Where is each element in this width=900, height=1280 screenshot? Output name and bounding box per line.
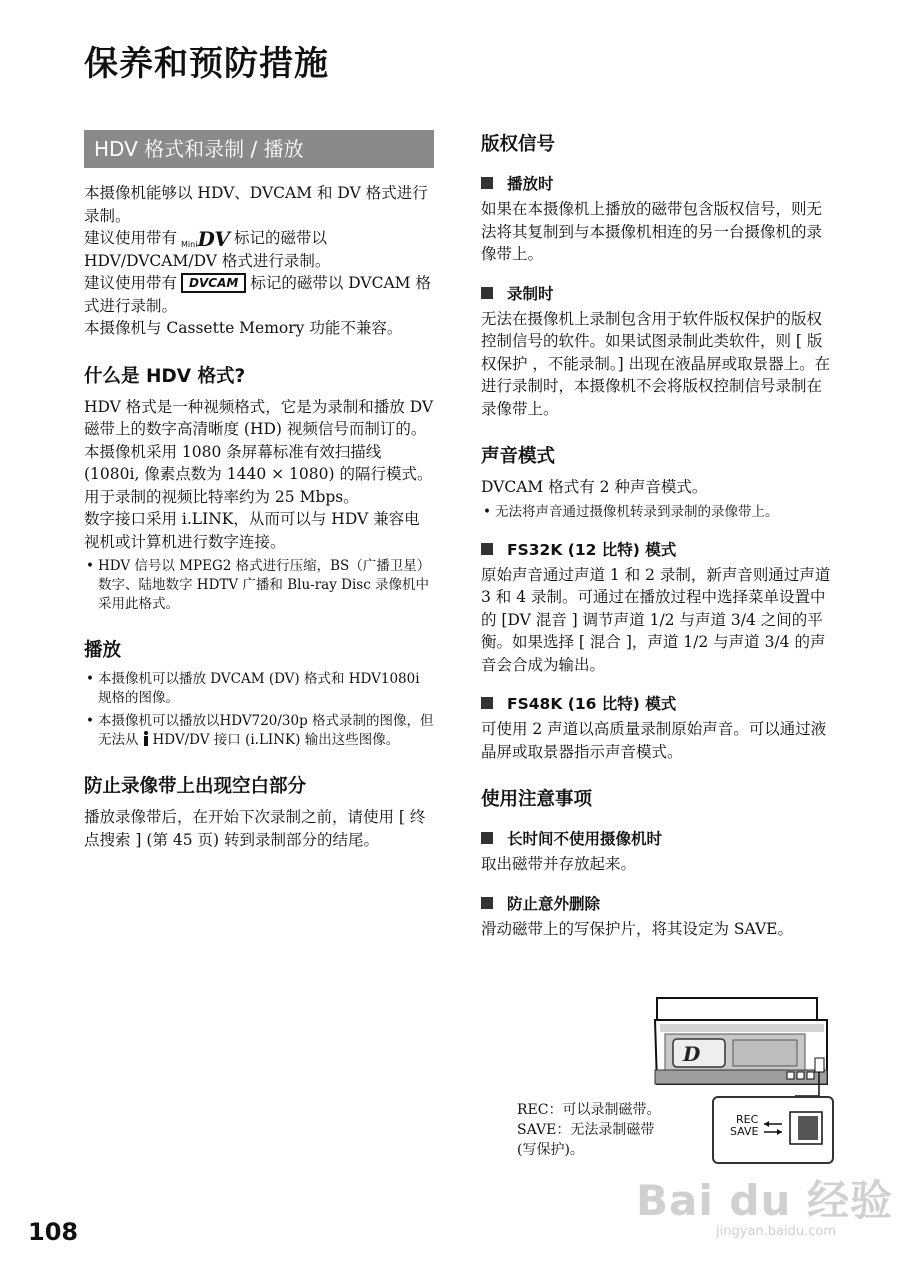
erase-prevention-para: 滑动磁带上的写保护片，将其设定为 SAVE。	[481, 919, 793, 938]
playback-bullets	[84, 670, 434, 750]
watermark-brand: Bai du 经验	[636, 1176, 893, 1225]
subheading-fs48k: FS48K (16 比特) 模式	[481, 692, 831, 714]
subheading-fs32k: FS32K (12 比特) 模式	[481, 538, 831, 560]
svg-text:D: D	[683, 1042, 701, 1066]
heading-usage-notes: 使用注意事项	[481, 789, 593, 810]
caption-rec: REC：可以录制磁带。	[517, 1102, 661, 1118]
copyright-para-2: 无法在摄像机上录制包含用于软件版权保护的版权控制信号的软件。如果试图录制此类软件，则 [ 版权保护 ，不能录制。] 出现在液晶屏或取景器上。在进行录制时，本摄像机不会将版权控制信号录制在录像带上。	[481, 309, 831, 418]
copyright-para-1: 如果在本摄像机上播放的磁带包含版权信号，则无法将其复制到与本摄像机相连的另一台摄像机的录像带上。	[481, 200, 823, 263]
hdv-para-2: 本摄像机采用 1080 条屏幕标准有效扫描线 (1080i, 像素点数为 1440 × 1080) 的隔行模式。	[84, 442, 433, 483]
subheading-long-storage: 长时间不使用摄像机时	[481, 827, 831, 849]
hdv-para-3: 用于录制的视频比特率约为 25 Mbps。	[84, 487, 359, 506]
minidv-logo-icon: Mini DV	[181, 227, 230, 251]
intro-line-4: 本摄像机与 Cassette Memory 功能不兼容。	[84, 319, 403, 337]
square-bullet-icon	[481, 697, 493, 709]
cassette-figure	[505, 996, 845, 1166]
square-bullet-icon	[481, 897, 493, 909]
caption-save: SAVE：无法录制磁带	[517, 1122, 655, 1138]
square-bullet-icon	[481, 287, 493, 299]
watermark-url: jingyan.baidu.com	[716, 1224, 836, 1239]
subheading-erase-prevention: 防止意外删除	[481, 892, 831, 914]
page-number: 108	[28, 1218, 79, 1246]
write-protect-detail	[712, 1096, 834, 1164]
intro-line-1: 本摄像机能够以 HDV、DVCAM 和 DV 格式进行录制。	[84, 184, 428, 225]
square-bullet-icon	[481, 177, 493, 189]
fs32k-para: 原始声音通过声道 1 和 2 录制，新声音则通过声道 3 和 4 录制。可通过在播放过程中选择菜单设置中的 [DV 混音 ] 调节声道 1/2 与声道 3/4 之间的平衡。如果选择 [ 混合 ]，声道 1/2 与声道 3/4 的声音会合成为输出。	[481, 565, 831, 674]
list-item: • 无法将声音通过摄像机转录到录制的录像带上。	[481, 503, 831, 522]
ilink-icon	[142, 731, 150, 746]
cassette-illustration	[505, 996, 845, 1106]
right-column	[481, 130, 831, 940]
list-item: • 本摄像机可以播放以HDV720/30p 格式录制的图像，但无法从 HDV/DV 接口 (i.LINK) 输出这些图像。	[84, 712, 434, 750]
caption-write-protect: (写保护)。	[517, 1142, 584, 1158]
heading-what-is-hdv: 什么是 HDV 格式?	[84, 365, 246, 387]
save-label: SAVE	[730, 1125, 759, 1138]
audio-bullets	[481, 503, 831, 522]
list-item: • HDV 信号以 MPEG2 格式进行压缩，BS（广播卫星）数字、陆地数字 HDTV 广播和 Blu-ray Disc 录像机中采用此格式。	[84, 557, 434, 614]
write-protect-tab-icon	[760, 1108, 830, 1148]
rec-label: REC	[736, 1113, 759, 1126]
figure-caption	[517, 1100, 660, 1160]
hdv-bullets	[84, 557, 434, 614]
baidu-watermark	[636, 1168, 893, 1239]
blank-para: 播放录像带后，在开始下次录制之前，请使用 [ 终点搜索 ] (第 45 页) 转到录制部分的结尾。	[84, 808, 426, 849]
dvcam-logo-icon: DVCAM	[181, 273, 246, 293]
fs48k-para: 可使用 2 声道以高质量录制原始声音。可以通过液晶屏或取景器指示声音模式。	[481, 720, 827, 761]
square-bullet-icon	[481, 543, 493, 555]
page-title: 保养和预防措施	[84, 44, 329, 84]
long-storage-para: 取出磁带并存放起来。	[481, 855, 637, 873]
subheading-recording: 录制时	[481, 282, 831, 304]
left-column	[84, 130, 434, 851]
heading-playback: 播放	[84, 640, 122, 661]
hdv-para-1: HDV 格式是一种视频格式，它是为录制和播放 DV 磁带上的数字高清晰度 (HD) 视频信号而制订的。	[84, 397, 434, 438]
audio-para: DVCAM 格式有 2 种声音模式。	[481, 478, 708, 496]
section-banner: HDV 格式和录制 / 播放	[84, 130, 434, 168]
intro-line-3: 建议使用带有 DVCAM 标记的磁带以 DVCAM 格式进行录制。	[84, 274, 431, 315]
heading-audio-mode: 声音模式	[481, 446, 556, 467]
list-item: • 本摄像机可以播放 DVCAM (DV) 格式和 HDV1080i 规格的图像。	[84, 670, 434, 708]
heading-copyright: 版权信号	[481, 134, 556, 155]
hdv-para-4: 数字接口采用 i.LINK，从而可以与 HDV 兼容电视机或计算机进行数字连接。	[84, 510, 420, 551]
heading-blank-prevention: 防止录像带上出现空白部分	[84, 776, 307, 797]
square-bullet-icon	[481, 832, 493, 844]
subheading-playback: 播放时	[481, 172, 831, 194]
intro-line-2: 建议使用带有 Mini DV 标记的磁带以 HDV/DVCAM/DV 格式进行录制。	[84, 227, 331, 270]
